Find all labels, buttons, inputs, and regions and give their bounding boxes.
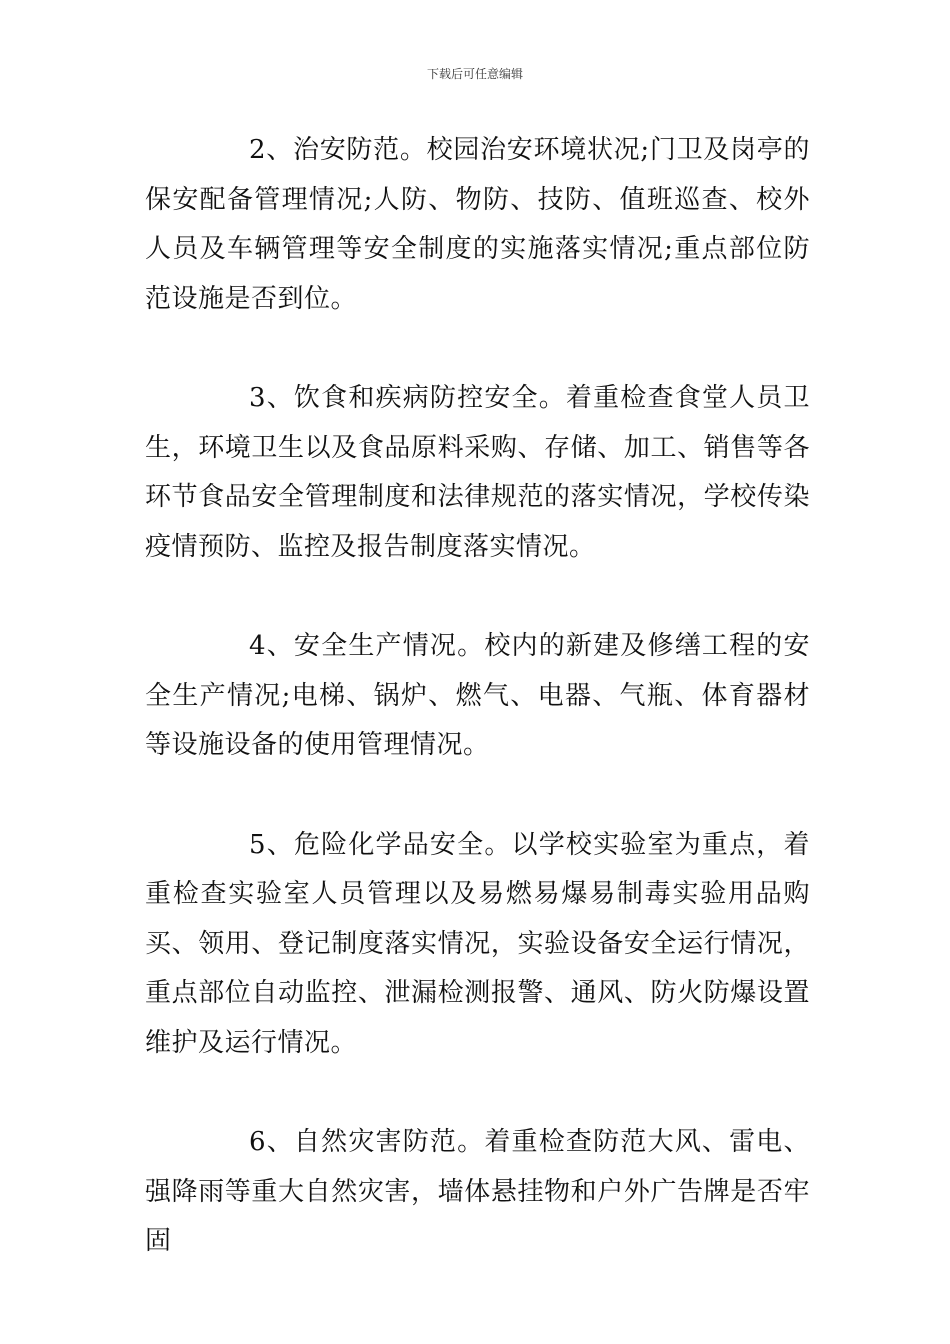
page-header: 下载后可任意编辑	[426, 67, 523, 81]
paragraph-chemicals: 5、危险化学品安全。以学校实验室为重点，着重检查实验室人员管理以及易燃易爆易制毒实验用品购买、领用、登记制度落实情况，实验设备安全运行情况，重点部位自动监控、泄漏检测报警、通风、防火防爆设置维护及运行情况。	[145, 829, 810, 1058]
paragraph-production: 4、安全生产情况。校内的新建及修缮工程的安全生产情况;电梯、锅炉、燃气、电器、气瓶、体育器材等设施设备的使用管理情况。	[145, 631, 810, 760]
document-body	[145, 126, 810, 1317]
paragraph-natural-disaster: 6、自然灾害防范。着重检查防范大风、雷电、强降雨等重大自然灾害，墙体悬挂物和户外广告牌是否牢固	[145, 1127, 810, 1256]
paragraph-food-disease: 3、饮食和疾病防控安全。着重检查食堂人员卫生，环境卫生以及食品原料采购、存储、加工、销售等各环节食品安全管理制度和法律规范的落实情况，学校传染疫情预防、监控及报告制度落实情况。	[145, 383, 810, 562]
paragraph-security: 2、治安防范。校园治安环境状况;门卫及岗亭的保安配备管理情况;人防、物防、技防、值班巡查、校外人员及车辆管理等安全制度的实施落实情况;重点部位防范设施是否到位。	[145, 135, 810, 314]
